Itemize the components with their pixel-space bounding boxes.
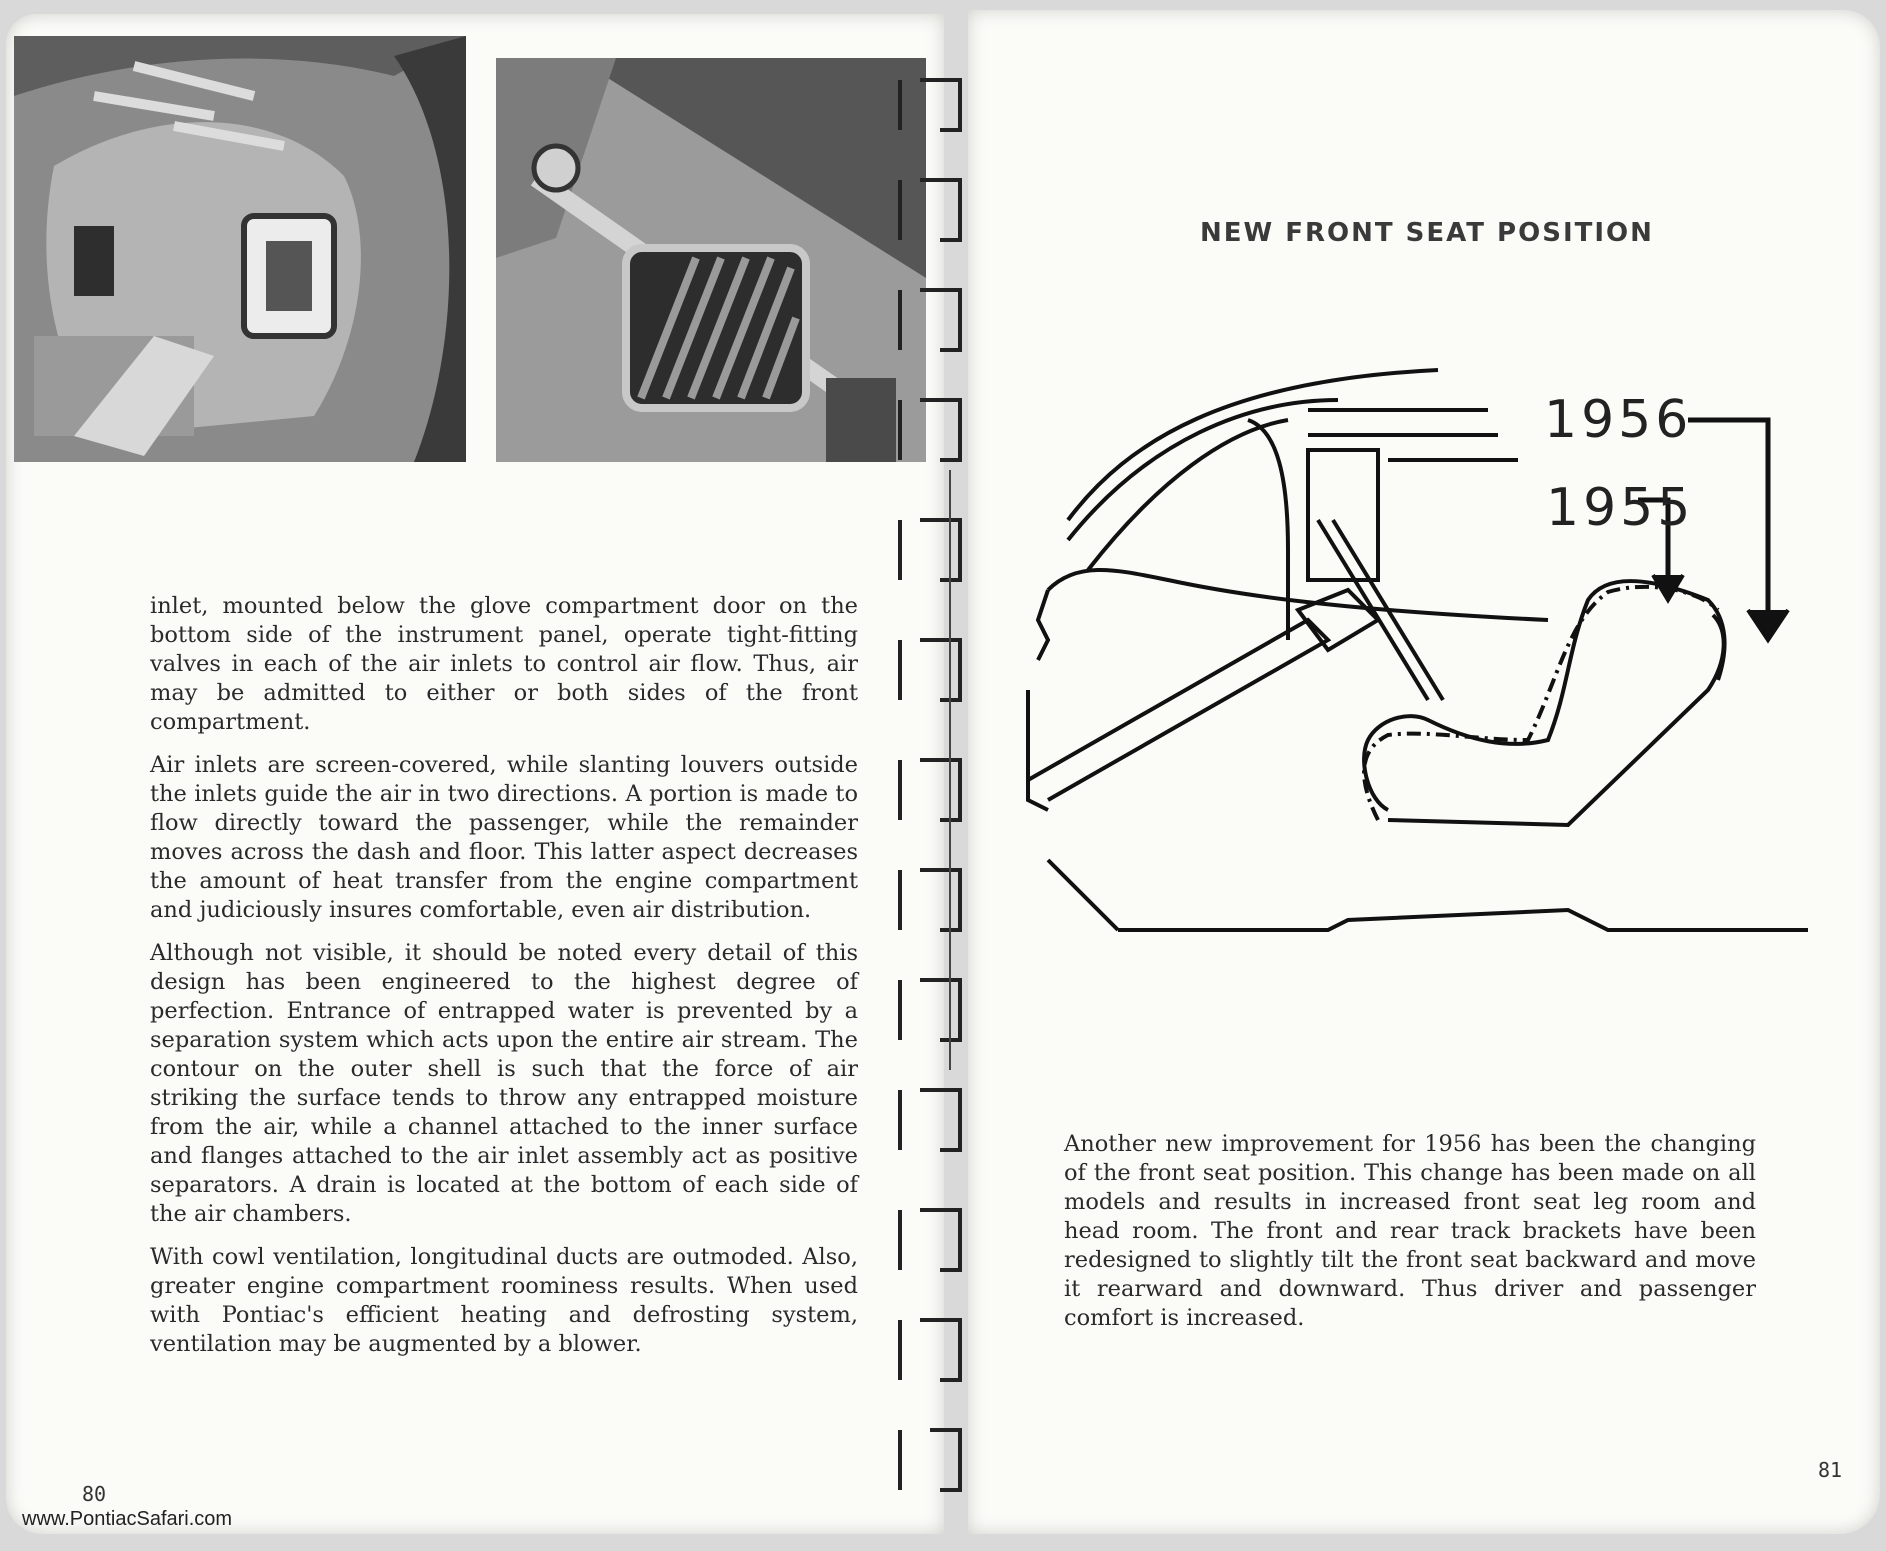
page-number-right: 81	[1818, 1458, 1843, 1482]
paragraph: Another new improvement for 1956 has been the changing of the front seat position. This change has been made on all models and results in increased front seat leg room and head room. The front and rear track brackets have been redesigned to slightly tilt the front seat backward and move it rearward and downward. Thus driver and passenger comfort is increased.	[1064, 1131, 1756, 1331]
label-1955: 1955	[1546, 478, 1695, 538]
paragraph: inlet, mounted below the glove compartment door on the bottom side of the instrument panel, operate tight-fitting valves in each of the air inlets to control air flow. Thus, air may be admitted to either or both sides of the front compartment.	[150, 593, 858, 735]
louver-inlet-photo	[496, 58, 926, 462]
paragraph: With cowl ventilation, longitudinal ducts are outmoded. Also, greater engine compartment roominess results. When used with Pontiac's efficient heating and defrosting system, ventilation may be augmented by a blower.	[150, 1244, 858, 1357]
paragraph: Air inlets are screen-covered, while slanting louvers outside the inlets guide the air in two directions. A portion is made to flow directly toward the passenger, while the remainder moves across the dash and floor. This latter aspect decreases the amount of heat transfer from the engine compartment and judiciously insures comfortable, even air distribution.	[150, 752, 858, 923]
label-1956: 1956	[1544, 390, 1693, 450]
air-inlet-housing-photo	[14, 36, 466, 462]
website-watermark: www.PontiacSafari.com	[22, 1508, 233, 1530]
paragraph: Although not visible, it should be noted every detail of this design has been engineered to the highest degree of perfection. Entrance of entrapped water is prevented by a separation system which acts upon the entire air stream. The contour on the outer shell is such that the force of air striking the surface tends to throw any entrapped moisture from the air, while a channel attached to the inner surface and flanges attached to the air inlet assembly act as positive separators. A drain is located at the bottom of each side of the air chambers.	[150, 940, 858, 1227]
right-body-text	[1064, 1130, 1756, 1347]
spiral-binding	[890, 70, 1010, 1500]
left-body-text	[150, 592, 858, 1373]
seat-position-diagram	[1008, 360, 1828, 960]
page-number-left: 80	[82, 1482, 107, 1506]
section-heading: NEW FRONT SEAT POSITION	[1200, 218, 1654, 248]
